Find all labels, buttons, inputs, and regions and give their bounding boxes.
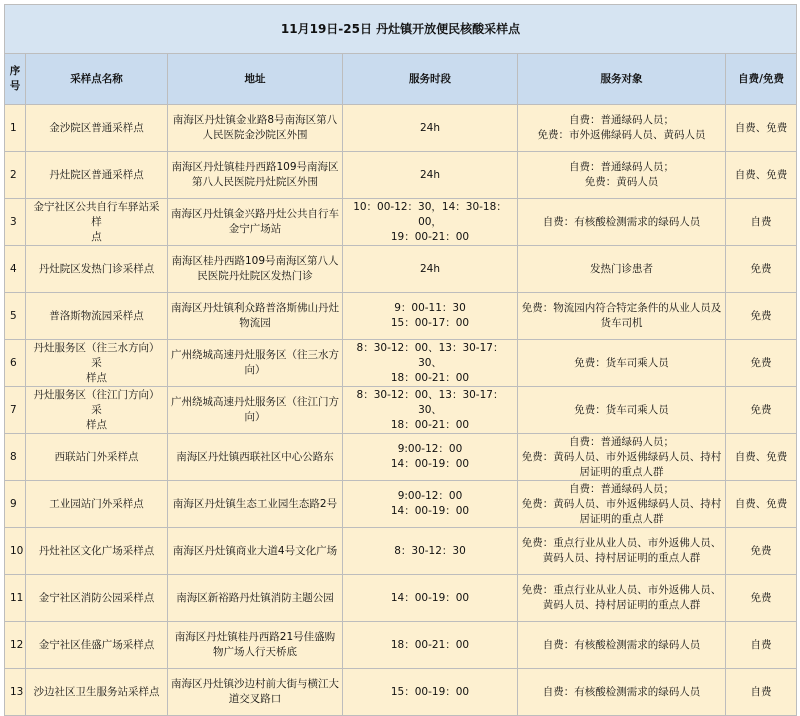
site-name: 金宁社区消防公园采样点: [26, 575, 168, 622]
service-hours: 8：30-12：00、13：30-17：30、 18：00-21：00: [343, 340, 518, 387]
site-name: 工业园站门外采样点: [26, 481, 168, 528]
service-hours: 9:00-12：00 14：00-19：00: [343, 434, 518, 481]
site-name: 金沙院区普通采样点: [26, 105, 168, 152]
row-number: 5: [5, 293, 26, 340]
service-hours: 9:00-12：00 14：00-19：00: [343, 481, 518, 528]
column-header: 序 号: [5, 54, 26, 105]
sampling-sites-table: [4, 4, 797, 716]
table-row: [5, 434, 797, 481]
site-address: 广州绕城高速丹灶服务区（往江门方 向）: [168, 387, 343, 434]
service-hours: 24h: [343, 105, 518, 152]
fee-type: 免费: [726, 387, 797, 434]
row-number: 13: [5, 669, 26, 716]
row-number: 2: [5, 152, 26, 199]
table-title: 11月19日-25日 丹灶镇开放便民核酸采样点: [5, 5, 797, 54]
row-number: 1: [5, 105, 26, 152]
row-number: 10: [5, 528, 26, 575]
service-target: 免费：重点行业从业人员、市外返佛人员、 黄码人员、持村居证明的重点人群: [518, 528, 726, 575]
table-row: [5, 199, 797, 246]
column-header: 自费/免费: [726, 54, 797, 105]
fee-type: 自费、免费: [726, 152, 797, 199]
column-header: 地址: [168, 54, 343, 105]
service-hours: 15：00-19：00: [343, 669, 518, 716]
service-hours: 24h: [343, 246, 518, 293]
table-row: [5, 293, 797, 340]
site-address: 南海区新裕路丹灶镇消防主题公园: [168, 575, 343, 622]
table-row: [5, 669, 797, 716]
service-target: 免费：重点行业从业人员、市外返佛人员、 黄码人员、持村居证明的重点人群: [518, 575, 726, 622]
service-target: 自费：普通绿码人员； 免费：黄码人员、市外返佛绿码人员、持村 居证明的重点人群: [518, 481, 726, 528]
service-target: 自费：普通绿码人员； 免费：市外返佛绿码人员、黄码人员: [518, 105, 726, 152]
site-name: 丹灶院区普通采样点: [26, 152, 168, 199]
service-target: 免费：货车司乘人员: [518, 340, 726, 387]
service-target: 自费：有核酸检测需求的绿码人员: [518, 199, 726, 246]
service-target: 免费：物流园内符合特定条件的从业人员及 货车司机: [518, 293, 726, 340]
table-wrapper: [4, 4, 796, 711]
site-name: 金宁社区佳盛广场采样点: [26, 622, 168, 669]
service-hours: 9：00-11：30 15：00-17：00: [343, 293, 518, 340]
site-address: 南海区丹灶镇生态工业园生态路2号: [168, 481, 343, 528]
column-header: 服务对象: [518, 54, 726, 105]
site-name: 丹灶服务区（往三水方向）采 样点: [26, 340, 168, 387]
table-row: [5, 622, 797, 669]
row-number: 11: [5, 575, 26, 622]
site-address: 南海区丹灶镇金业路8号南海区第八 人民医院金沙院区外围: [168, 105, 343, 152]
table-row: [5, 528, 797, 575]
site-address: 南海区桂丹西路109号南海区第八人 民医院丹灶院区发热门诊: [168, 246, 343, 293]
fee-type: 自费: [726, 622, 797, 669]
site-name: 沙边社区卫生服务站采样点: [26, 669, 168, 716]
service-target: 自费：有核酸检测需求的绿码人员: [518, 622, 726, 669]
service-hours: 18：00-21：00: [343, 622, 518, 669]
site-name: 金宁社区公共自行车驿站采样 点: [26, 199, 168, 246]
row-number: 7: [5, 387, 26, 434]
row-number: 9: [5, 481, 26, 528]
site-name: 西联站门外采样点: [26, 434, 168, 481]
fee-type: 免费: [726, 575, 797, 622]
service-hours: 14：00-19：00: [343, 575, 518, 622]
fee-type: 免费: [726, 293, 797, 340]
site-address: 南海区丹灶镇金兴路丹灶公共自行车 金宁广场站: [168, 199, 343, 246]
site-address: 南海区丹灶镇西联社区中心公路东: [168, 434, 343, 481]
table-row: [5, 105, 797, 152]
fee-type: 自费、免费: [726, 434, 797, 481]
table-header-row: [5, 54, 797, 105]
site-name: 丹灶院区发热门诊采样点: [26, 246, 168, 293]
fee-type: 自费、免费: [726, 105, 797, 152]
site-address: 南海区丹灶镇利众路普洛斯佛山丹灶 物流园: [168, 293, 343, 340]
fee-type: 自费: [726, 669, 797, 716]
service-target: 免费：货车司乘人员: [518, 387, 726, 434]
row-number: 12: [5, 622, 26, 669]
fee-type: 免费: [726, 246, 797, 293]
row-number: 6: [5, 340, 26, 387]
service-hours: 8：30-12：30: [343, 528, 518, 575]
fee-type: 自费、免费: [726, 481, 797, 528]
column-header: 服务时段: [343, 54, 518, 105]
fee-type: 免费: [726, 340, 797, 387]
site-name: 丹灶服务区（往江门方向）采 样点: [26, 387, 168, 434]
site-name: 丹灶社区文化广场采样点: [26, 528, 168, 575]
site-address: 广州绕城高速丹灶服务区（往三水方 向）: [168, 340, 343, 387]
site-name: 普洛斯物流园采样点: [26, 293, 168, 340]
row-number: 4: [5, 246, 26, 293]
row-number: 3: [5, 199, 26, 246]
service-target: 自费：普通绿码人员； 免费：黄码人员、市外返佛绿码人员、持村 居证明的重点人群: [518, 434, 726, 481]
table-row: [5, 481, 797, 528]
table-row: [5, 340, 797, 387]
fee-type: 免费: [726, 528, 797, 575]
table-title-row: [5, 5, 797, 54]
site-address: 南海区丹灶镇桂丹西路109号南海区 第八人民医院丹灶院区外围: [168, 152, 343, 199]
fee-type: 自费: [726, 199, 797, 246]
column-header: 采样点名称: [26, 54, 168, 105]
table-row: [5, 387, 797, 434]
service-target: 自费：有核酸检测需求的绿码人员: [518, 669, 726, 716]
table-row: [5, 152, 797, 199]
site-address: 南海区丹灶镇桂丹西路21号佳盛购 物广场人行天桥底: [168, 622, 343, 669]
table-row: [5, 246, 797, 293]
service-target: 自费：普通绿码人员； 免费：黄码人员: [518, 152, 726, 199]
site-address: 南海区丹灶镇沙边村前大街与横江大 道交叉路口: [168, 669, 343, 716]
service-hours: 10：00-12：30，14：30-18：00， 19：00-21：00: [343, 199, 518, 246]
table-row: [5, 575, 797, 622]
row-number: 8: [5, 434, 26, 481]
service-hours: 24h: [343, 152, 518, 199]
site-address: 南海区丹灶镇商业大道4号文化广场: [168, 528, 343, 575]
service-target: 发热门诊患者: [518, 246, 726, 293]
service-hours: 8：30-12：00、13：30-17：30、 18：00-21：00: [343, 387, 518, 434]
